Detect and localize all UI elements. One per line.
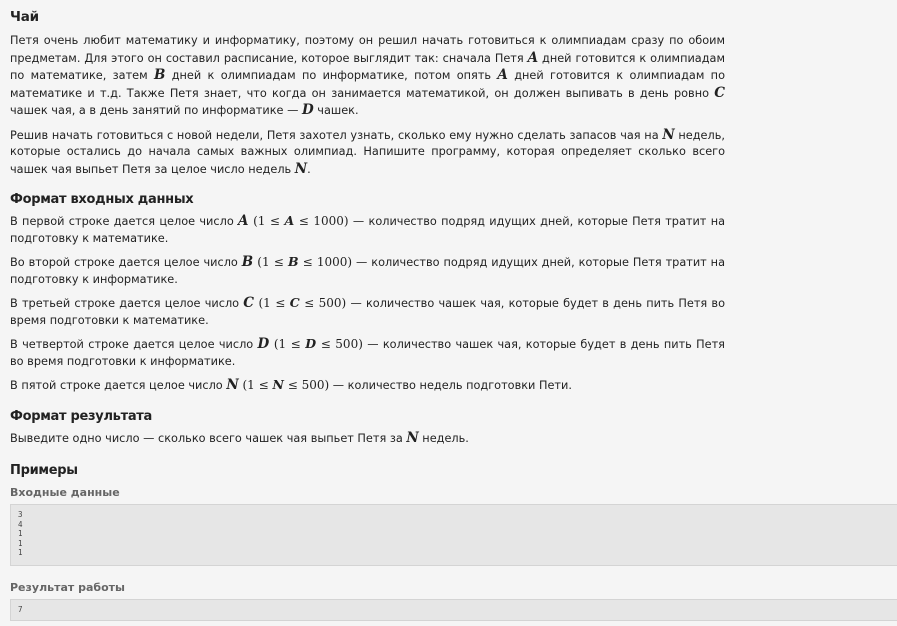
statement-paragraph-2: Решив начать готовиться с новой недели, Петя захотел узнать, сколько ему нужно сделать запасов чая на N недель, которые остались до начала самых важных олимпиад. Напишите программу, которая определяет сколько всего чашек чая выпьет Петя за целое число недель N.	[10, 126, 725, 177]
input-format-heading: Формат входных данных	[10, 192, 194, 207]
math-var: N	[294, 160, 308, 177]
example-input-value: 3 4 1 1 1	[18, 510, 23, 558]
math-var: B	[153, 67, 166, 83]
example-output-value: 7	[18, 605, 23, 614]
math-var: N	[406, 429, 419, 446]
example-input-box[interactable]	[10, 504, 897, 566]
math-var: C	[714, 84, 725, 101]
example-input-label: Входные данные	[10, 486, 120, 499]
problem-statement	[10, 0, 725, 484]
page-title: Чай	[10, 9, 39, 25]
input-line-4: В четвертой строке дается целое число D (1 ≤ D ≤ 500) — количество чашек чая, которые будет в день пить Петя во время подготовки к информатике.	[10, 336, 725, 368]
math-var: A	[527, 49, 539, 66]
example-output-label: Результат работы	[10, 581, 125, 594]
output-format-text: Выведите одно число — сколько всего чашек чая выпьет Петя за N недель.	[10, 429, 469, 446]
statement-paragraph-1: Петя очень любит математику и информатику, поэтому он решил начать готовиться к олимпиадам сразу по обоим предметам. Для этого он составил расписание, которое выглядит так: сначала Петя A дней готовится к олимпиадам по математике, затем B дней к олимпиадам по информатике, потом опять A дней готовится к олимпиадам по математике и т.д. Также Петя знает, что когда он занимается математикой, он должен выпивать в день ровно C чашек чая, а в день занятий по информатике — D чашек.	[10, 34, 725, 118]
math-var: A	[497, 67, 508, 83]
input-line-2: Во второй строке дается целое число B (1 ≤ B ≤ 1000) — количество подряд идущих дней, которые Петя тратит на подготовку к информатике.	[10, 254, 725, 286]
input-line-3: В третьей строке дается целое число C (1 ≤ C ≤ 500) — количество чашек чая, которые будет в день пить Петя во время подготовки к математике.	[10, 295, 725, 327]
math-var: D	[301, 102, 314, 118]
example-output-box[interactable]	[10, 599, 897, 621]
input-line-5: В пятой строке дается целое число N (1 ≤ N ≤ 500) — количество недель подготовки Пети.	[10, 377, 572, 393]
math-var: N	[662, 126, 675, 143]
output-format-heading: Формат результата	[10, 408, 152, 424]
input-line-1: В первой строке дается целое число A (1 ≤ A ≤ 1000) — количество подряд идущих дней, которые Петя тратит на подготовку к математике.	[10, 213, 726, 245]
examples-heading: Примеры	[10, 463, 78, 478]
